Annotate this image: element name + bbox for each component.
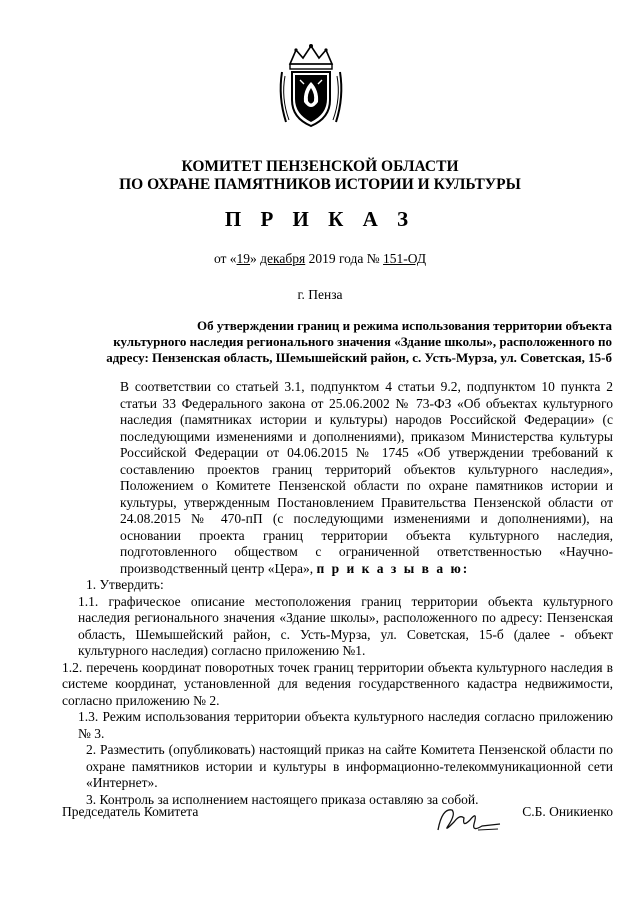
order-number: 151-ОД [383, 251, 427, 266]
item-1-3: 1.3. Режим использования территории объекта культурного наследия согласно приложению № 3. [78, 709, 613, 741]
document-type-title: П Р И К А З [224, 207, 416, 231]
subject-line-1: Об утверждении границ и режима использования территории объекта [197, 318, 612, 333]
item-1-1: 1.1. графическое описание местоположения границ территории объекта культурного наследия регионального значения «Здание школы», расположенного по адресу: Пензенская область, Шемышейский район, с. Усть-Мурза, ул. Советская, 15-б (далее - объект культурного наследия) согласно приложению №1. [78, 593, 613, 658]
committee-line-1: КОМИТЕТ ПЕНЗЕНСКОЙ ОБЛАСТИ [181, 158, 459, 175]
subject-line-2: культурного наследия регионального значения «Здание школы», расположенного по [113, 334, 612, 349]
item-2: 2. Разместить (опубликовать) настоящий приказ на сайте Комитета Пензенской области по охране памятников истории и культуры в информационно-телекоммуникационной сети «Интернет». [86, 742, 613, 790]
signature-block [62, 800, 613, 850]
command-word: п р и к а з ы в а ю: [316, 560, 470, 576]
preamble-paragraph [62, 379, 613, 577]
committee-name [0, 158, 640, 194]
coat-of-arms-icon [276, 42, 346, 132]
date-middle: » [250, 251, 261, 266]
date-year: 2019 года № [305, 251, 384, 266]
item-3: 3. Контроль за исполнением настоящего приказа оставляю за собой. [86, 791, 479, 807]
order-date-line [0, 251, 640, 267]
handwritten-signature-icon [434, 800, 504, 836]
signatory-title: Председатель Комитета [62, 804, 199, 819]
order-body [62, 379, 613, 808]
item-1: 1. Утвердить: [86, 577, 164, 592]
order-subject [56, 318, 612, 366]
committee-line-2: ПО ОХРАНЕ ПАМЯТНИКОВ ИСТОРИИ И КУЛЬТУРЫ [119, 176, 521, 193]
subject-line-3: адресу: Пензенская область, Шемышейский район, с. Усть-Мурза, ул. Советская, 15-б [106, 350, 612, 365]
city-name: г. Пенза [297, 287, 343, 302]
date-prefix: от « [213, 251, 237, 266]
item-1-2: 1.2. перечень координат поворотных точек границ территории объекта культурного наследия в системе координат, установленной для ведения государственного кадастра недвижимости, согласно приложению № 2. [62, 659, 613, 708]
date-month: декабря [260, 251, 306, 266]
signatory-name: С.Б. Оникиенко [522, 804, 613, 819]
preamble-text: В соответствии со статьей 3.1, подпунктом 4 статьи 9.2, подпунктом 10 пункта 2 статьи 33 Федерального закона от 25.06.2002 № 73-ФЗ «Об объектах культурного наследия (памятниках истории и культуры) народов Российской Федерации» (с последующими изменениями и дополнениями), приказом Министерства культуры Российской Федерации от 04.06.2015 № 1745 «Об утверждении требований к составлению проектов границ территорий объектов культурного наследия», Положением о Комитете Пензенской области по охране памятников истории и культуры, утвержденным Постановлением Правительства Пензенской области от 24.08.2015 № 470-пП (с последующими изменениями и дополнениями), на основании проекта границ территории объекта культурного наследия, подготовленного обществом с ограниченной ответственностью «Научно-производственный центр «Цера», [120, 379, 613, 576]
date-day: 19 [236, 251, 251, 266]
